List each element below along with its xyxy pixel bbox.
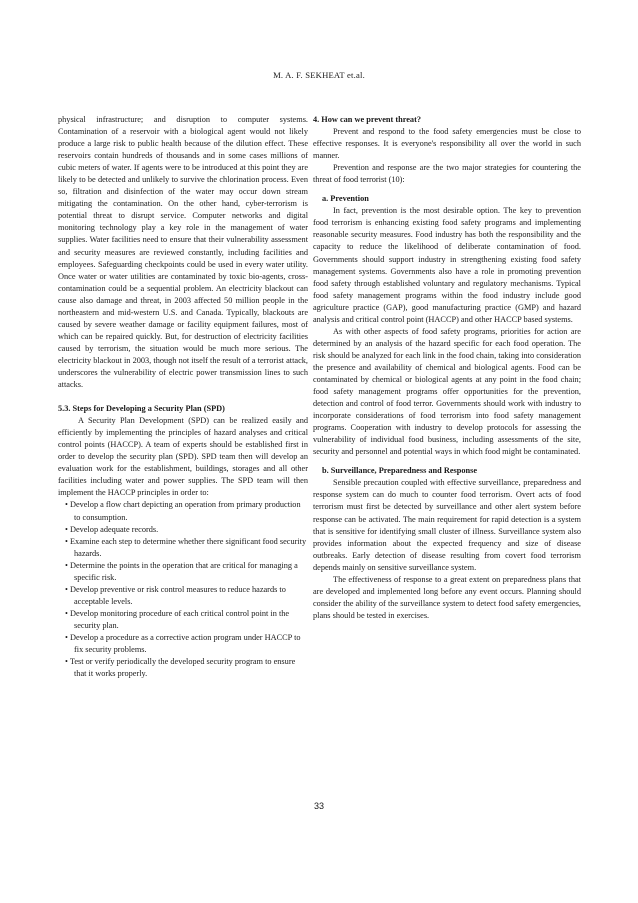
- section-heading-security-plan: 5.3. Steps for Developing a Security Plan (SPD): [58, 404, 225, 414]
- subheading-prevention: a. Prevention: [322, 194, 369, 204]
- left-column: [58, 114, 308, 680]
- prevent-paragraph-2: Prevention and response are the two major strategies for countering the threat of food terrorist (10):: [313, 163, 581, 185]
- list-item: • Test or verify periodically the developed security program to ensure that it works properly.: [65, 657, 296, 679]
- list-item: • Determine the points in the operation that are critical for managing a specific risk.: [65, 560, 298, 582]
- right-column: [313, 114, 581, 622]
- prevent-paragraph-1: Prevent and respond to the food safety emergencies must be close to effective responses. It is everyone's responsibility all over the world in such manner.: [313, 127, 581, 161]
- haccp-bullet-list: [58, 499, 308, 680]
- list-item: • Develop preventive or risk control measures to reduce hazards to acceptable levels.: [65, 584, 286, 606]
- list-item: • Examine each step to determine whether there significant food security hazards.: [65, 536, 307, 558]
- prevention-paragraph-1: In fact, prevention is the most desirable option. The key to prevention food terrorism is enhancing existing food safety programs and implementing reasonable security measures. Food industry has both the responsibility and the capacity to reduce the likelihood of deliberate contamination of food. Governments should support industry in strengthening existing food safety management systems. Governments also have a role in promoting prevention food safety through established voluntary and regulatory mechanisms. Typical food safety management programs within the food industry include good agriculture practice (GAP), good manufacturing practice (GMP) and hazard analysis and critical control point (HACCP) and other HACCP based systems.: [313, 206, 581, 324]
- intro-paragraph: physical infrastructure; and disruption to computer systems. Contamination of a reservoir with a biological agent would not likely produce a large risk to public health because of the dilution effect. These reservoirs contain hundreds of thousands and in some cases millions of cubic meters of water. If agents were to be introduced at this point they are likely to be detected and unlikely to survive the chlorination process. Even so, filtration and disinfection of the water may occur down stream mitigating the contamination. On the other hand, cyber-terrorism is potential threat to disrupt service. Computer networks and digital monitoring technology play a key role in the management of water supplies. Water facilities need to ensure that their vulnerability assessment and security measures are reviewed constantly, including facilities and employees. Safeguarding checkpoints could be used in every water utility. Once water or water utilities are contaminated by toxic bio-agents, cross-contamination could be a sequential problem. An electricity blackout can cause also damage and threat, in 2003 affected 50 million people in the northeastern and mid-western U.S. and Canada. Typically, blackouts are caused by severe weather damage or facility equipment failures, most of which can be repaired quickly. But, for destruction of electricity facilities caused by terrorism, the situation would be much more serious. The electricity blackout in 2003, though not itself the result of a terrorist attack, underscores the vulnerability of electric power transmission lines to such attacks.: [58, 115, 308, 390]
- surveillance-paragraph-2: The effectiveness of response to a great extent on preparedness plans that are developed and implemented long before any event occurs. Planning should consider the ability of the surveillance system to detect food safety emergencies, plans should be tested in exercises.: [313, 574, 581, 620]
- list-item: • Develop a procedure as a corrective action program under HACCP to fix security problems.: [65, 632, 301, 655]
- surveillance-paragraph-1: Sensible precaution coupled with effective surveillance, preparedness and response system can do much to counter food terrorism. Overt acts of food terrorism must first be detected by surveillance and other alert system before response can be activated. The main requirement for rapid detection is a system that is sensitive for identifying small cluster of illness. Surveillance system also provides information about the expected frequency and size of disease outbreaks. Early detection of disease resulting from covert food terrorism depends mainly on sensitive surveillance system.: [313, 478, 581, 572]
- section-heading-prevent-threat: 4. How can we prevent threat?: [313, 115, 421, 124]
- list-item: • Develop monitoring procedure of each critical control point in the security plan.: [65, 608, 290, 630]
- prevention-paragraph-2: As with other aspects of food safety programs, priorities for action are determined by an analysis of the hazard specific for each food operation. The risk should be analyzed for each link in the food chain, taking into consideration the presence and availability of chemical and biological agents. Food can be contaminated by chemical or biological agents at any point in the food chain; food safety management programs offer opportunities for the prevention, detection and control of food terror. Governments should work with industry to incorporate considerations of food terrorism into food safety management programs. Cooperation with industry to develop protocols for assessing the vulnerability of individual food business, including assessments of the site, security and personnel and potential ways in which food might be contaminated.: [313, 326, 581, 457]
- running-header: M. A. F. SEKHEAT et.al.: [273, 70, 365, 80]
- subheading-surveillance: b. Surveillance, Preparedness and Response: [322, 466, 478, 476]
- page-number: 33: [313, 801, 324, 811]
- security-plan-paragraph: A Security Plan Development (SPD) can be realized easily and efficiently by implementing the principles of hazard analyses and critical control points (HACCP). A team of experts should be established first in order to develop the security plan (SPD). SPD team then will develop an evaluation work for the establishment, buildings, storages and all other facilities including water and power supplies. The SPD team will then implement the HACCP principles in order to:: [58, 416, 308, 498]
- list-item: • Develop a flow chart depicting an operation from primary production to consumption.: [65, 500, 301, 522]
- list-item: • Develop adequate records.: [65, 524, 159, 534]
